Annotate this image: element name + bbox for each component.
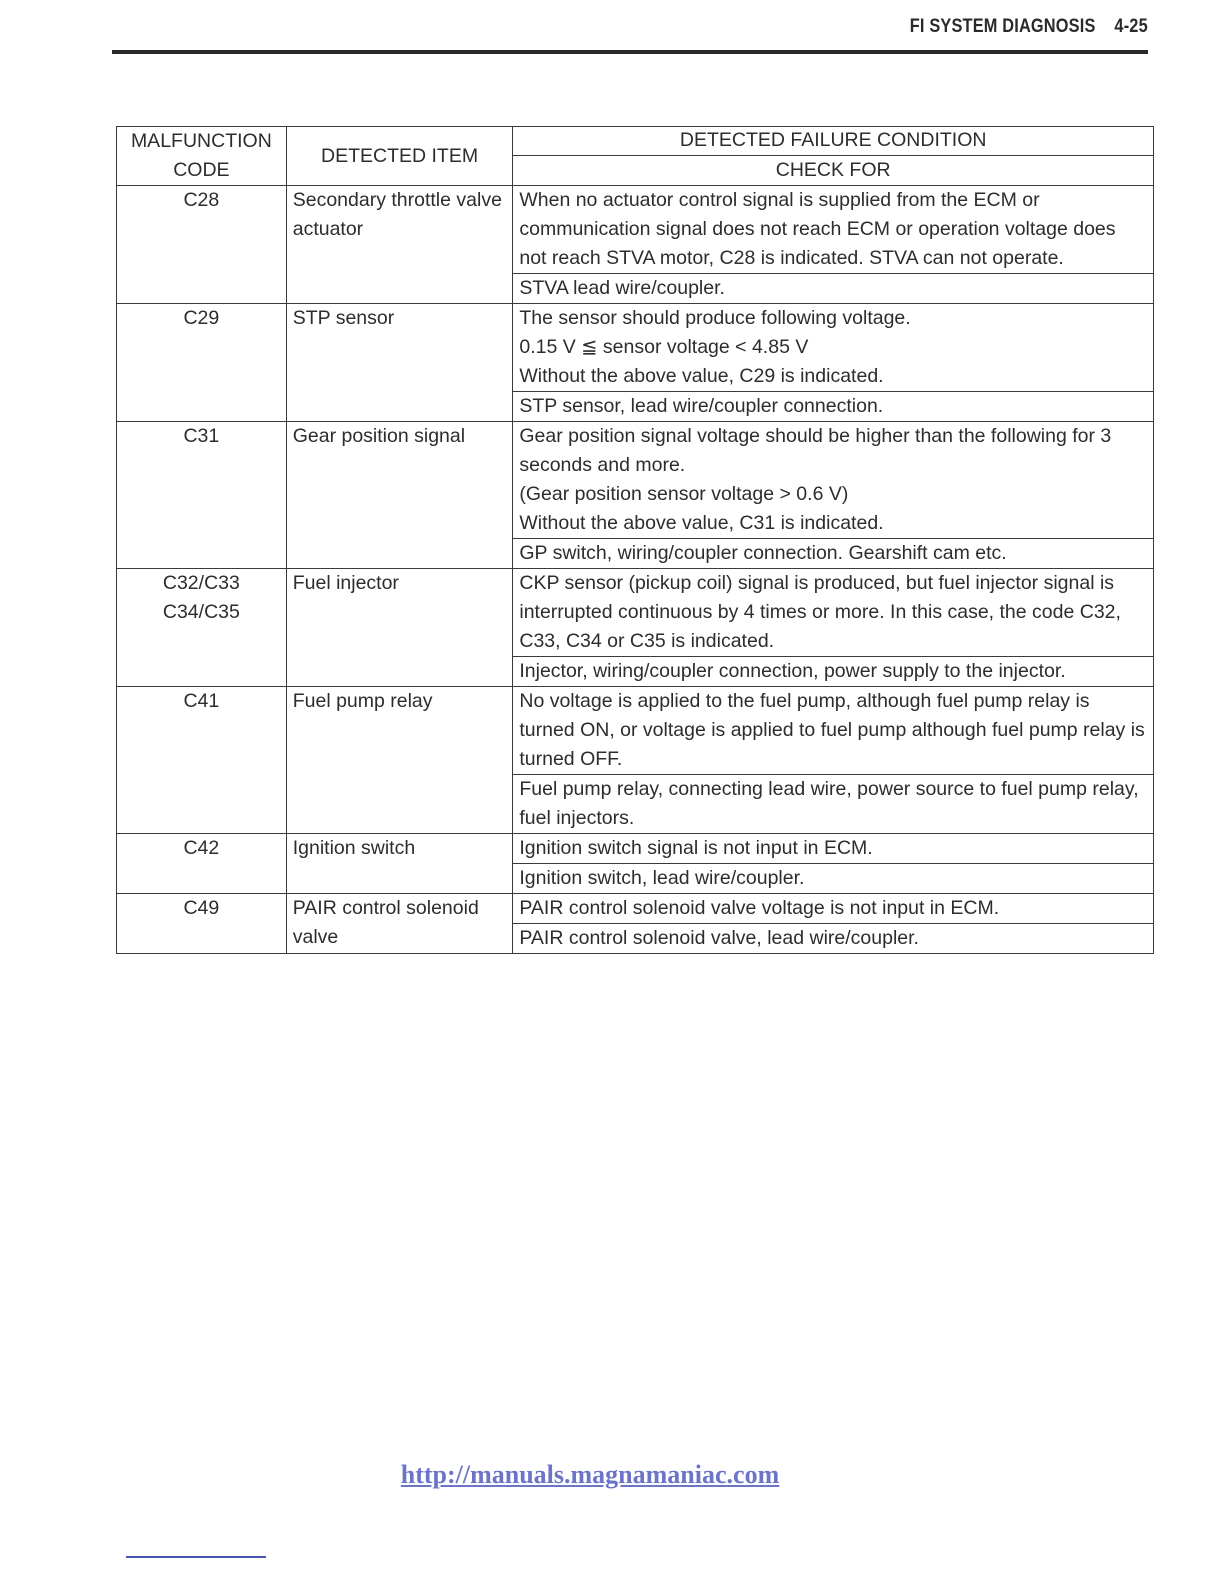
code-cell: C41: [117, 687, 287, 834]
condition-cell: Ignition switch signal is not input in ECM.: [513, 834, 1154, 864]
condition-line: Without the above value, C29 is indicated.: [519, 365, 884, 387]
header-failure-condition: DETECTED FAILURE CONDITION: [513, 127, 1154, 156]
item-cell: Fuel injector: [286, 569, 513, 687]
item-cell: Ignition switch: [286, 834, 513, 894]
page-number: 4-25: [1114, 16, 1148, 37]
table-row: [117, 422, 1154, 539]
condition-cell: [513, 304, 1154, 392]
condition-line: 0.15 V ≦ sensor voltage < 4.85 V: [519, 336, 809, 358]
condition-line: (Gear position sensor voltage > 0.6 V): [519, 483, 849, 505]
condition-cell: No voltage is applied to the fuel pump, although fuel pump relay is turned ON, or voltage is applied to fuel pump although fuel pump relay is turned OFF.: [513, 687, 1154, 775]
header-code-line2: CODE: [173, 159, 230, 181]
code-cell: C31: [117, 422, 287, 569]
check-cell: PAIR control solenoid valve, lead wire/coupler.: [513, 924, 1154, 954]
header-code-line1: MALFUNCTION: [130, 130, 272, 152]
code-cell: C29: [117, 304, 287, 422]
section-title: FI SYSTEM DIAGNOSIS: [909, 16, 1096, 37]
table-row: [117, 569, 1154, 657]
condition-cell: [513, 422, 1154, 539]
page-header: [112, 14, 1148, 54]
table-header-row: [117, 127, 1154, 156]
item-cell: PAIR control solenoid valve: [286, 894, 513, 954]
check-cell: Injector, wiring/coupler connection, power supply to the injector.: [513, 657, 1154, 687]
condition-line: Without the above value, C31 is indicated.: [519, 512, 884, 534]
check-cell: STVA lead wire/coupler.: [513, 274, 1154, 304]
condition-cell: PAIR control solenoid valve voltage is not input in ECM.: [513, 894, 1154, 924]
item-cell: Fuel pump relay: [286, 687, 513, 834]
table-row: [117, 834, 1154, 864]
header-malfunction-code: [117, 127, 287, 186]
code-cell: C49: [117, 894, 287, 954]
item-cell: Secondary throttle valve actuator: [286, 186, 513, 304]
table-row: [117, 687, 1154, 775]
item-cell: STP sensor: [286, 304, 513, 422]
table-row: [117, 186, 1154, 274]
code-cell: C42: [117, 834, 287, 894]
condition-line: Gear position signal voltage should be higher than the following for 3 seconds and more.: [519, 425, 1112, 476]
header-detected-item: DETECTED ITEM: [286, 127, 513, 186]
table-row: [117, 304, 1154, 392]
code-cell: [117, 569, 287, 687]
check-cell: GP switch, wiring/coupler connection. Gearshift cam etc.: [513, 539, 1154, 569]
item-cell: Gear position signal: [286, 422, 513, 569]
footer-rule: [126, 1556, 266, 1558]
code-line: C32/C33: [162, 572, 240, 594]
diagnosis-table: [116, 126, 1154, 954]
condition-cell: CKP sensor (pickup coil) signal is produced, but fuel injector signal is interrupted continuous by 4 times or more. In this case, the code C32, C33, C34 or C35 is indicated.: [513, 569, 1154, 657]
check-cell: STP sensor, lead wire/coupler connection.: [513, 392, 1154, 422]
condition-cell: When no actuator control signal is supplied from the ECM or communication signal does not reach ECM or operation voltage does not reach STVA motor, C28 is indicated. STVA can not operate.: [513, 186, 1154, 274]
header-check-for: CHECK FOR: [513, 155, 1154, 185]
table-row: [117, 894, 1154, 924]
code-cell: C28: [117, 186, 287, 304]
footer-link[interactable]: http://manuals.magnamaniac.com: [400, 1460, 780, 1489]
check-cell: Fuel pump relay, connecting lead wire, power source to fuel pump relay, fuel injectors.: [513, 775, 1154, 834]
code-line: C34/C35: [162, 601, 240, 623]
header-text: [910, 16, 1148, 38]
check-cell: Ignition switch, lead wire/coupler.: [513, 864, 1154, 894]
condition-line: The sensor should produce following voltage.: [519, 307, 911, 329]
